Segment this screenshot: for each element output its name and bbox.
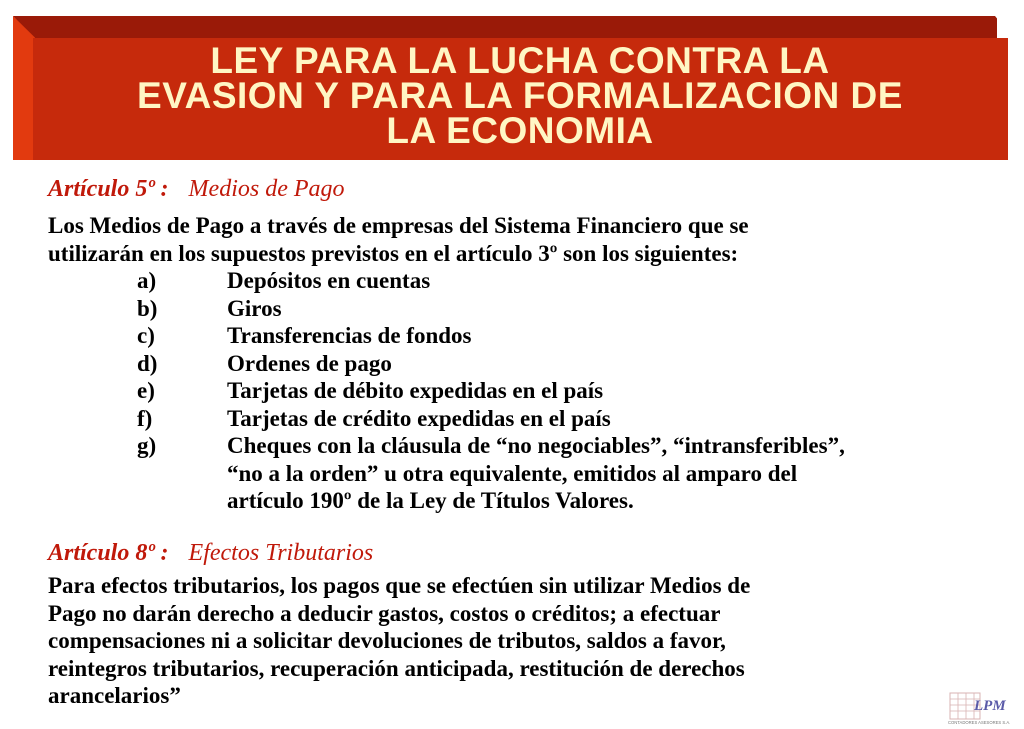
intro-line: Los Medios de Pago a través de empresas del Sistema Financiero que se bbox=[48, 213, 749, 238]
body-line: Pago no darán derecho a deducir gastos, costos o créditos; a efectuar bbox=[48, 600, 721, 626]
banner-top-bevel bbox=[13, 16, 997, 38]
payment-methods-list bbox=[137, 267, 1017, 515]
article-8-body bbox=[48, 572, 1008, 710]
list-item-text: Tarjetas de crédito expedidas en el país bbox=[227, 405, 611, 431]
list-item bbox=[137, 322, 1017, 350]
article-5-name: Medios de Pago bbox=[188, 176, 345, 202]
banner-side-bevel bbox=[13, 16, 35, 160]
list-item-letter: g) bbox=[137, 433, 157, 458]
list-item bbox=[137, 432, 1017, 515]
list-item bbox=[137, 405, 1017, 433]
list-item bbox=[137, 267, 1017, 295]
list-item-text: Ordenes de pago bbox=[227, 350, 392, 376]
logo-tagline: CONTADORES ASESORES S.A. bbox=[948, 720, 1011, 725]
title-banner bbox=[0, 0, 1024, 160]
body-line: arancelarios” bbox=[48, 683, 181, 708]
list-item-letter: d) bbox=[137, 350, 158, 376]
article-5-number: Artículo 5º : bbox=[48, 176, 169, 202]
list-item-text: Giros bbox=[227, 295, 282, 321]
title-line: LEY PARA LA LUCHA CONTRA LA bbox=[210, 40, 830, 81]
list-item-letter: c) bbox=[137, 323, 155, 348]
list-item-text: “no a la orden” u otra equivalente, emitidos al amparo del bbox=[227, 460, 798, 486]
list-item-text: Cheques con la cláusula de “no negociables”, “intransferibles”, bbox=[227, 433, 845, 458]
list-item-letter: a) bbox=[137, 268, 157, 293]
list-item-text: Transferencias de fondos bbox=[227, 323, 472, 348]
list-item bbox=[137, 295, 1017, 323]
list-item-letter: e) bbox=[137, 378, 155, 403]
list-item-letter: b) bbox=[137, 295, 158, 321]
article-8-heading bbox=[48, 540, 373, 567]
list-item bbox=[137, 377, 1017, 405]
body-line: compensaciones ni a solicitar devoluciones de tributos, saldos a favor, bbox=[48, 628, 726, 653]
body-line: Para efectos tributarios, los pagos que se efectúen sin utilizar Medios de bbox=[48, 573, 751, 598]
list-item-letter: f) bbox=[137, 405, 153, 431]
list-item bbox=[137, 350, 1017, 378]
title-line: EVASION Y PARA LA FORMALIZACION DE bbox=[137, 75, 903, 116]
article-8-number: Artículo 8º : bbox=[48, 540, 169, 566]
list-item-text: artículo 190º de la Ley de Títulos Valores. bbox=[227, 488, 634, 513]
title-line: LA ECONOMIA bbox=[386, 110, 654, 151]
body-line: reintegros tributarios, recuperación anticipada, restitución de derechos bbox=[48, 655, 745, 681]
article-5-heading bbox=[48, 176, 345, 203]
intro-line: utilizarán en los supuestos previstos en el artículo 3º son los siguientes: bbox=[48, 240, 739, 266]
lpm-logo bbox=[946, 690, 1016, 726]
list-item-text: Tarjetas de débito expedidas en el país bbox=[227, 378, 604, 403]
list-item-text: Depósitos en cuentas bbox=[227, 268, 431, 293]
logo-brand: LPM bbox=[974, 698, 1006, 714]
article-8-name: Efectos Tributarios bbox=[188, 540, 374, 566]
page-title bbox=[40, 40, 1000, 151]
article-5-intro bbox=[48, 212, 1008, 267]
